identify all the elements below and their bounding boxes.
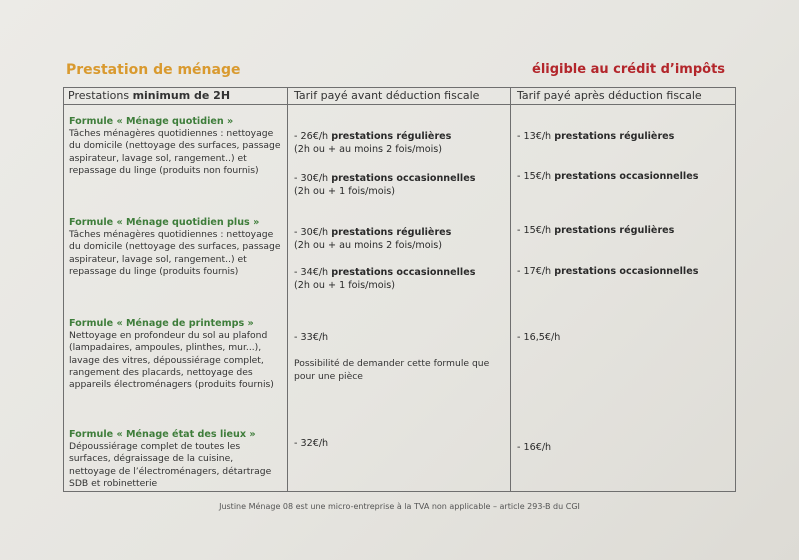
- price-after-occasional: - 17€/h prestations occasionnelles: [517, 266, 699, 277]
- formule-note: Possibilité de demander cette formule que pour une pièce: [294, 358, 490, 382]
- formule-description: Nettoyage en profondeur du sol au plafond (lampadaires, ampoules, plinthes, mur...), lavage des vitres, dépoussiérage complet, rangement des placards, nettoyage des appareils électroménagers (produits fournis): [69, 330, 274, 391]
- formule-quotidien: [69, 116, 281, 177]
- price-after: - 16,5€/h: [517, 332, 561, 343]
- column-header-after-tax: Tarif payé après déduction fiscale: [517, 89, 702, 102]
- column-header-before-tax: Tarif payé avant déduction fiscale: [294, 89, 480, 102]
- price-after-occasional: - 15€/h prestations occasionnelles: [517, 171, 699, 182]
- price-after-regular: - 13€/h prestations régulières: [517, 131, 675, 142]
- table-divider: [510, 88, 511, 491]
- table-divider: [287, 88, 288, 491]
- price-before-regular: - 30€/h prestations régulières (2h ou + au moins 2 fois/mois): [294, 227, 452, 251]
- legal-footer: Justine Ménage 08 est une micro-entreprise à la TVA non applicable – article 293-B du CGI: [219, 502, 580, 511]
- table-header-divider: [64, 104, 735, 105]
- price-before: - 32€/h: [294, 438, 329, 449]
- formule-name: Formule « Ménage de printemps »: [69, 318, 254, 329]
- formule-quotidien-plus: [69, 217, 281, 278]
- price-before: - 33€/h: [294, 332, 329, 343]
- tax-credit-eligibility: éligible au crédit d’impôts: [532, 62, 726, 77]
- column-header-prestations: Prestations minimum de 2H: [68, 89, 231, 102]
- price-before-occasional: - 30€/h prestations occasionnelles (2h ou + 1 fois/mois): [294, 173, 476, 197]
- pricing-table: [63, 87, 736, 492]
- price-before-occasional: - 34€/h prestations occasionnelles (2h ou + 1 fois/mois): [294, 267, 476, 291]
- formule-etat-des-lieux: [69, 429, 281, 490]
- formule-name: Formule « Ménage quotidien »: [69, 116, 234, 127]
- price-after-regular: - 15€/h prestations régulières: [517, 225, 675, 236]
- formule-description: Tâches ménagères quotidiennes : nettoyage du domicile (nettoyage des surfaces, passage aspirateur, lavage sol, rangement..) et repassage du linge (produits non fournis): [69, 128, 281, 176]
- formule-description: Tâches ménagères quotidiennes : nettoyage du domicile (nettoyage des surfaces, passage aspirateur, lavage sol, rangement..) et repassage du linge (produits fournis): [69, 229, 281, 277]
- formule-description: Dépoussiérage complet de toutes les surfaces, dégraissage de la cuisine, nettoyage de l’électroménagers, détartrage SDB et robinetterie: [69, 441, 272, 489]
- document-title: Prestation de ménage: [66, 62, 241, 78]
- price-before-regular: - 26€/h prestations régulières (2h ou + au moins 2 fois/mois): [294, 131, 452, 155]
- formule-name: Formule « Ménage état des lieux »: [69, 429, 256, 440]
- price-after: - 16€/h: [517, 442, 552, 453]
- formule-printemps: [69, 318, 281, 391]
- formule-name: Formule « Ménage quotidien plus »: [69, 217, 260, 228]
